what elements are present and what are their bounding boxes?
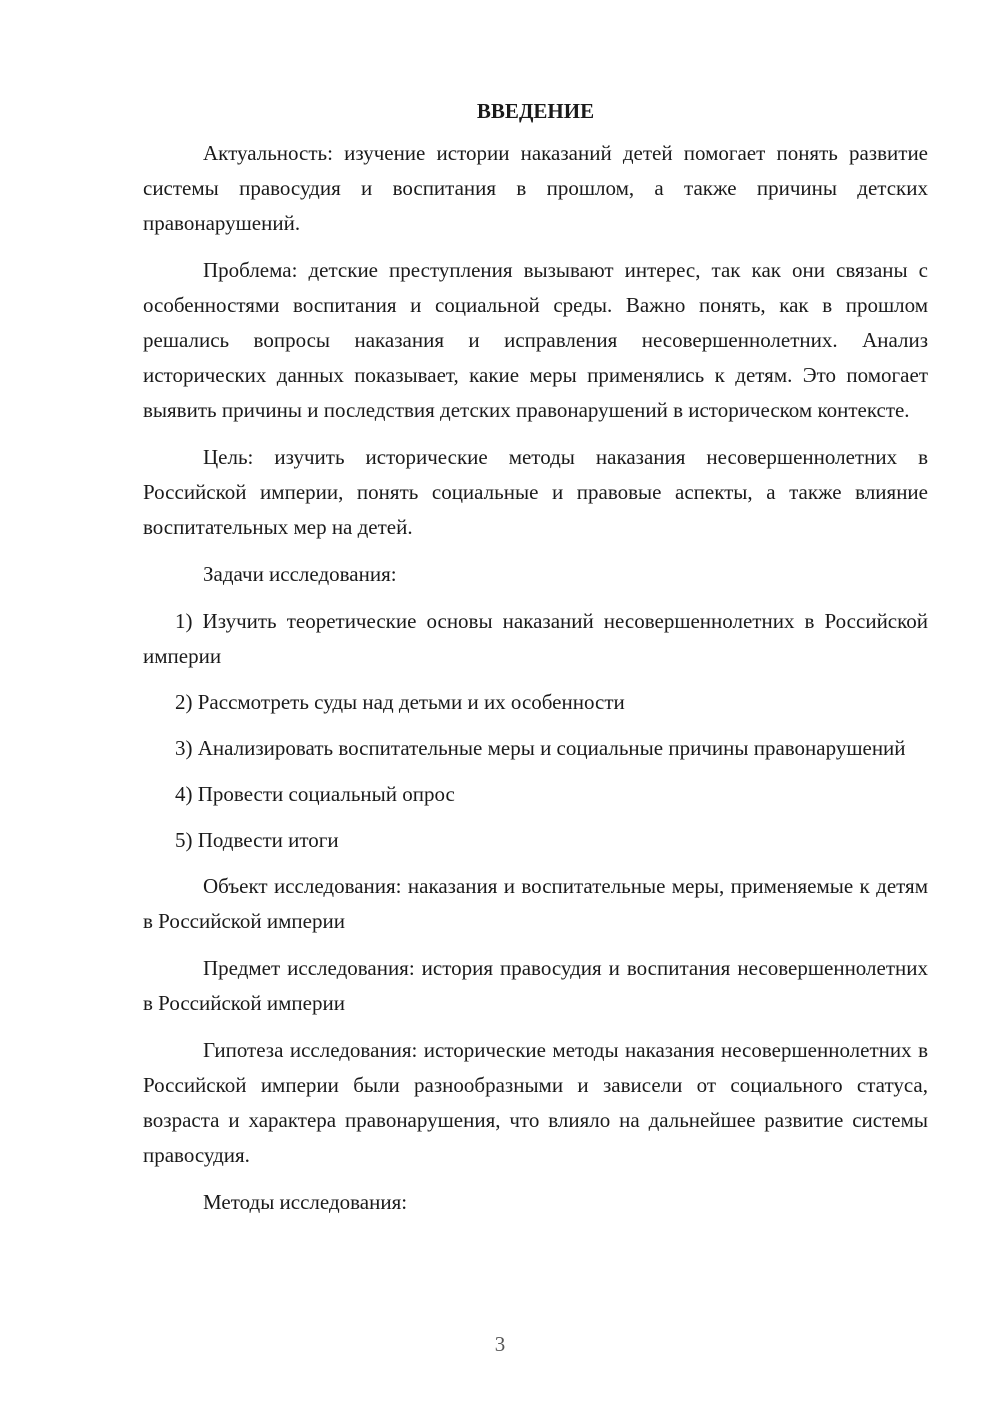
paragraph-object: Объект исследования: наказания и воспитательные меры, применяемые к детям в Российской империи: [143, 874, 928, 933]
paragraph-subject: Предмет исследования: история правосудия и воспитания несовершеннолетних в Российской империи: [143, 956, 928, 1015]
page-number: 3: [494, 1332, 506, 1356]
task-item-1: 1) Изучить теоретические основы наказаний несовершеннолетних в Российской империи: [143, 609, 928, 668]
paragraph-problem: Проблема: детские преступления вызывают интерес, так как они связаны с особенностями воспитания и социальной среды. Важно понять, как в прошлом решались вопросы наказания и исправления несовершеннолетних. Анализ исторических данных показывает, какие меры применялись к детям. Это помогает выявить причины и последствия детских правонарушений в историческом контексте.: [143, 258, 928, 422]
task-item-5: 5) Подвести итоги: [175, 828, 339, 852]
paragraph-tasks-heading: Задачи исследования:: [203, 562, 397, 586]
task-item-4: 4) Провести социальный опрос: [175, 782, 455, 806]
paragraph-methods: Методы исследования:: [203, 1190, 408, 1214]
section-title: ВВЕДЕНИЕ: [476, 99, 595, 123]
document-page: [143, 94, 928, 1232]
task-item-3: 3) Анализировать воспитательные меры и социальные причины правонарушений: [175, 736, 906, 760]
task-item-2: 2) Рассмотреть суды над детьми и их особенности: [175, 690, 625, 714]
paragraph-relevance: Актуальность: изучение истории наказаний детей помогает понять развитие системы правосудия и воспитания в прошлом, а также причины детских правонарушений.: [143, 141, 928, 235]
paragraph-goal: Цель: изучить исторические методы наказания несовершеннолетних в Российской империи, понять социальные и правовые аспекты, а также влияние воспитательных мер на детей.: [143, 445, 928, 539]
paragraph-hypothesis: Гипотеза исследования: исторические методы наказания несовершеннолетних в Российской империи были разнообразными и зависели от социального статуса, возраста и характера правонарушения, что влияло на дальнейшее развитие системы правосудия.: [143, 1038, 928, 1167]
